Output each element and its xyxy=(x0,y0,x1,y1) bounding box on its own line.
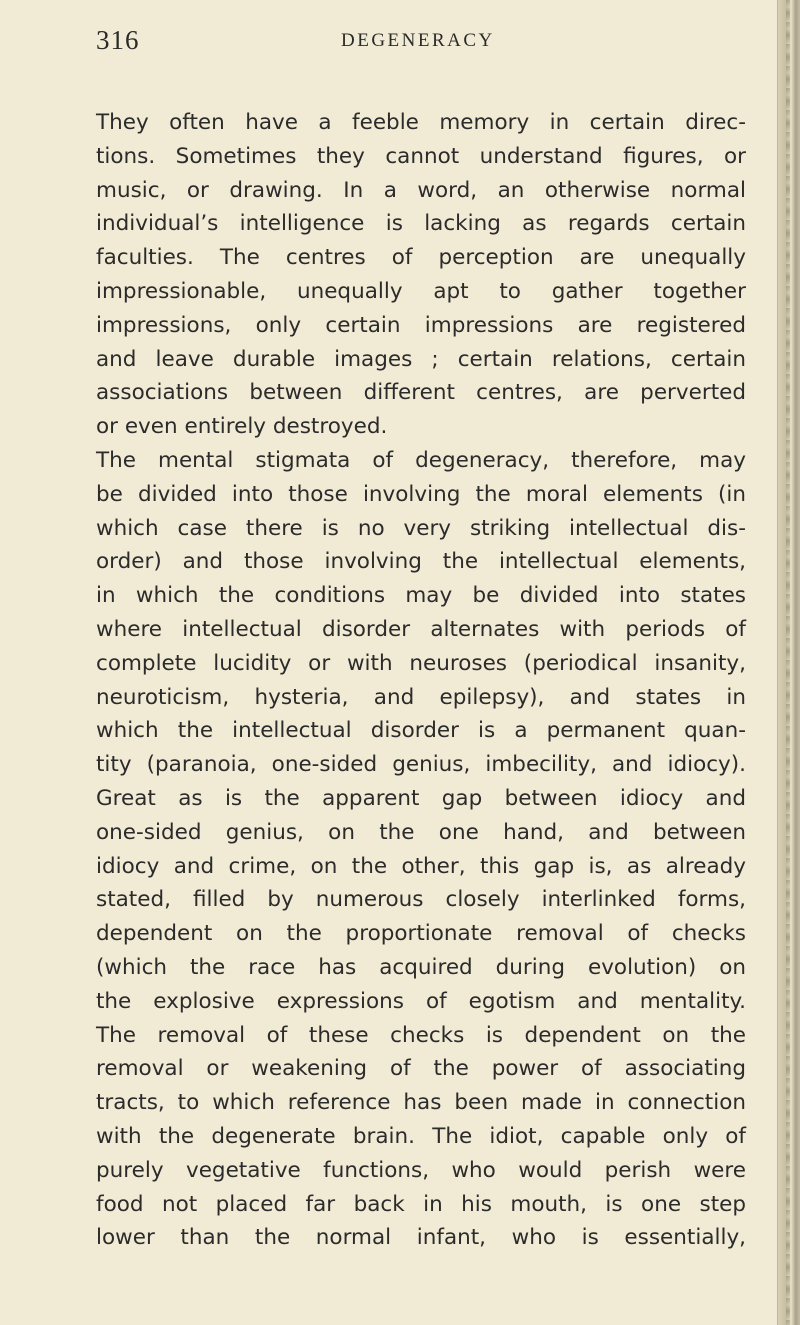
text-line: music, or drawing. In a word, an otherwise normal xyxy=(96,177,746,203)
text-line: lower than the normal infant, who is essentially, xyxy=(96,1225,746,1251)
text-line: purely vegetative functions, who would perish were xyxy=(96,1157,746,1183)
text-line: food not placed far back in his mouth, is one step xyxy=(96,1191,746,1217)
text-line: tracts, to which reference has been made in connection xyxy=(96,1090,746,1116)
text-line: in which the conditions may be divided into states xyxy=(96,583,746,609)
text-line: impressions, only certain impressions are registered xyxy=(96,312,746,338)
text-line: order) and those involving the intellectual elements, xyxy=(96,549,746,575)
text-line: which case there is no very striking intellectual dis- xyxy=(96,515,746,541)
text-line: complete lucidity or with neuroses (periodical insanity, xyxy=(96,650,746,676)
text-line: faculties. The centres of perception are unequally xyxy=(96,245,746,271)
text-line: dependent on the proportionate removal of checks xyxy=(96,921,746,947)
text-line: and leave durable images ; certain relations, certain xyxy=(96,346,746,372)
text-line: be divided into those involving the moral elements (in xyxy=(96,481,746,507)
text-line: or even entirely destroyed. xyxy=(96,414,388,440)
text-line: individual’s intelligence is lacking as regards certain xyxy=(96,211,746,237)
text-line: which the intellectual disorder is a permanent quan- xyxy=(96,718,746,744)
page-number: 316 xyxy=(96,25,140,55)
text-line: Great as is the apparent gap between idiocy and xyxy=(96,785,746,811)
page-edge xyxy=(777,0,800,1325)
running-title: DEGENERACY xyxy=(341,30,495,51)
text-line: The removal of these checks is dependent on the xyxy=(96,1022,746,1048)
text-line: They often have a feeble memory in certain direc- xyxy=(96,110,746,135)
text-line: with the degenerate brain. The idiot, capable only of xyxy=(96,1123,746,1149)
running-head xyxy=(96,25,746,65)
text-line: The mental stigmata of degeneracy, therefore, may xyxy=(96,447,746,473)
text-line: the explosive expressions of egotism and mentality. xyxy=(96,988,746,1014)
text-line: tions. Sometimes they cannot understand figures, or xyxy=(96,143,746,169)
text-line: removal or weakening of the power of associating xyxy=(96,1056,746,1082)
text-line: associations between different centres, are perverted xyxy=(96,380,746,406)
text-line: neuroticism, hysteria, and epilepsy), and states in xyxy=(96,684,746,710)
text-line: one-sided genius, on the one hand, and between xyxy=(96,819,746,845)
text-line: where intellectual disorder alternates with periods of xyxy=(96,616,746,642)
text-line: stated, filled by numerous closely interlinked forms, xyxy=(96,887,746,913)
text-line: idiocy and crime, on the other, this gap is, as already xyxy=(96,853,746,879)
body-text xyxy=(96,106,746,1255)
text-line: (which the race has acquired during evolution) on xyxy=(96,954,746,980)
text-line: impressionable, unequally apt to gather together xyxy=(96,278,746,304)
text-line: tity (paranoia, one-sided genius, imbecility, and idiocy). xyxy=(96,752,746,778)
